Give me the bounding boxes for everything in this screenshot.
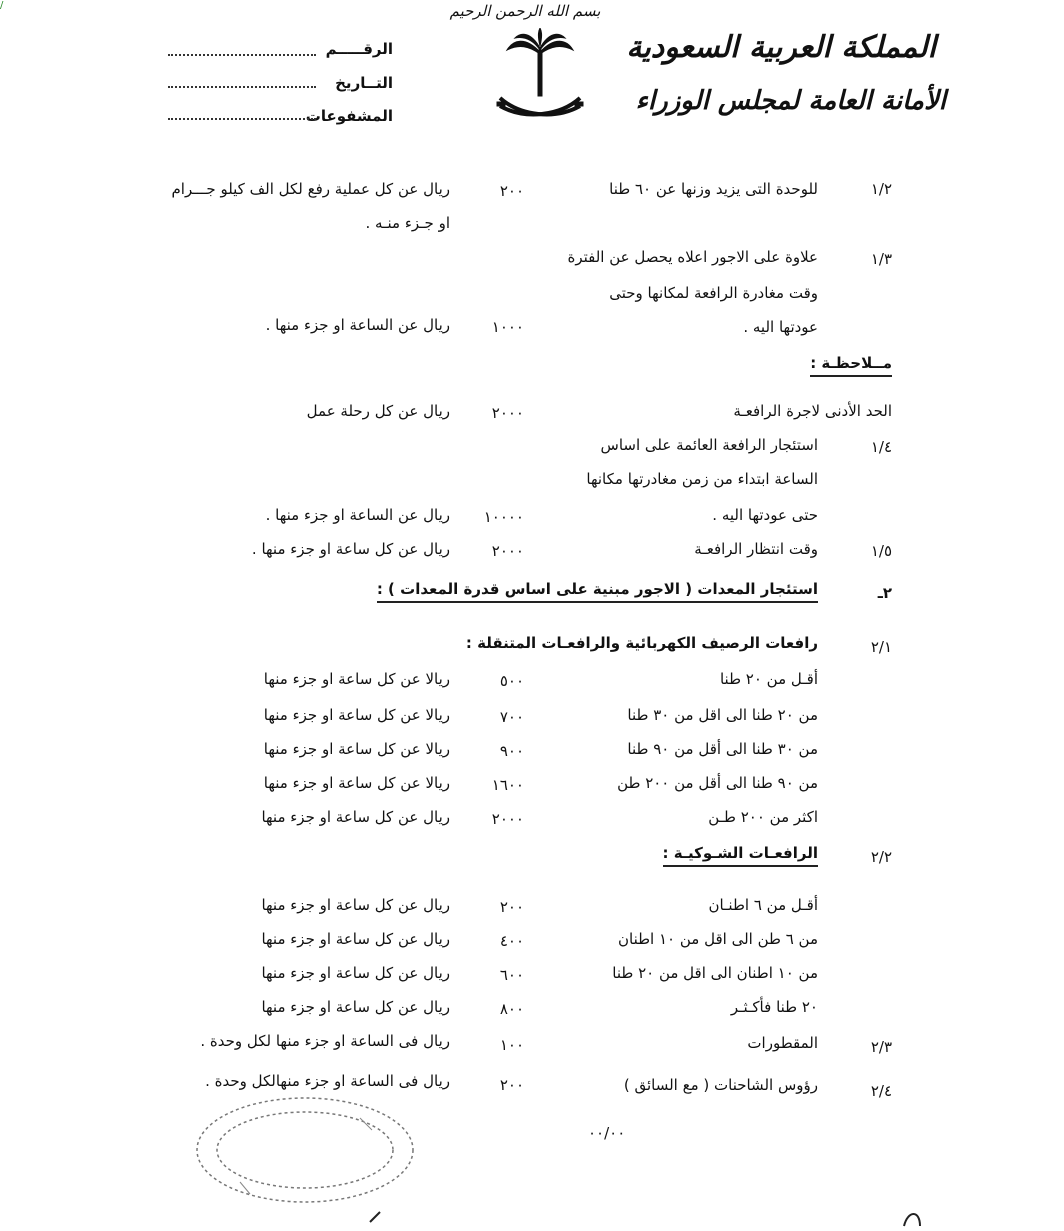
row-amount: ٢٠٠ xyxy=(499,1076,524,1094)
note-heading: مــلاحظـة : xyxy=(810,354,892,377)
row-number: ٢/٣ xyxy=(870,1038,892,1056)
row-rate: ريال عن كل ساعة او جزء منها . xyxy=(251,540,450,558)
row-rate: ريال عن الساعة او جزء منها . xyxy=(265,506,450,524)
row-desc: استئجار الرافعة العائمة على اساس xyxy=(600,436,818,454)
row-number: ١/٣ xyxy=(870,250,892,268)
row-rate: او جـزء منـه . xyxy=(365,214,450,232)
row-amount: ١٠٠٠ xyxy=(491,318,524,336)
row-amount: ٢٠٠٠ xyxy=(491,404,524,422)
meta-line-number xyxy=(168,54,316,56)
row-desc: أقـل من ٦ اطنـان xyxy=(708,896,818,914)
row-amount: ١٠٠ xyxy=(499,1036,524,1054)
kingdom-title: المملكة العربية السعودية xyxy=(626,30,936,65)
row-amount: ٢٠٠٠ xyxy=(491,542,524,560)
row-amount: ٧٠٠ xyxy=(499,708,524,726)
corner-mark: / xyxy=(0,0,4,11)
row-desc: من ١٠ اطنان الى اقل من ٢٠ طنا xyxy=(612,964,818,982)
row-desc: حتى عودتها اليه . xyxy=(712,506,818,524)
official-stamp-icon xyxy=(190,1090,420,1210)
meta-label-number: الرقـــــم xyxy=(325,40,393,58)
row-rate: ريال عن كل ساعة او جزء منها xyxy=(261,998,450,1016)
row-desc: من ٢٠ طنا الى اقل من ٣٠ طنا xyxy=(627,706,818,724)
row-rate: ريال فى الساعة او جزء منها لكل وحدة . xyxy=(200,1032,450,1050)
row-amount: ٢٠٠ xyxy=(499,182,524,200)
section-number: ٢ـ xyxy=(877,584,892,602)
row-desc: للوحدة التى يزيد وزنها عن ٦٠ طنا xyxy=(609,180,818,198)
row-rate: ريال فى الساعة او جزء منهالكل وحدة . xyxy=(205,1072,450,1090)
row-rate: ريال عن كل ساعة او جزء منها xyxy=(261,896,450,914)
row-desc: من ٩٠ طنا الى أقل من ٢٠٠ طن xyxy=(617,774,818,792)
row-desc: أقـل من ٢٠ طنا xyxy=(719,670,818,688)
row-number: ١/٤ xyxy=(870,438,892,456)
row-desc: علاوة على الاجور اعلاه يحصل عن الفترة xyxy=(567,248,818,266)
row-desc: المقطورات xyxy=(747,1034,818,1052)
row-number: ٢/٤ xyxy=(870,1082,892,1100)
row-desc: عودتها اليه . xyxy=(743,318,818,336)
row-desc: من ٦ طن الى اقل من ١٠ اطنان xyxy=(617,930,818,948)
secretariat-title: الأمانة العامة لمجلس الوزراء xyxy=(635,86,946,116)
row-amount: ٩٠٠ xyxy=(499,742,524,760)
row-number: ١/٥ xyxy=(870,542,892,560)
row-rate: ريال عن كل ساعة او جزء منها xyxy=(261,930,450,948)
row-number: ١/٢ xyxy=(870,180,892,198)
row-rate: ريال عن كل رحلة عمل xyxy=(306,402,450,420)
row-rate: ريالا عن كل ساعة او جزء منها xyxy=(263,670,450,688)
row-number: ٢/٢ xyxy=(870,848,892,866)
row-desc: وقت انتظار الرافعـة xyxy=(694,540,818,558)
row-desc: الساعة ابتداء من زمن مغادرتها مكانها xyxy=(586,470,818,488)
row-amount: ١٦٠٠ xyxy=(491,776,524,794)
row-rate: ريالا عن كل ساعة او جزء منها xyxy=(263,740,450,758)
row-rate: ريال عن الساعة او جزء منها . xyxy=(265,316,450,334)
corner-curl-icon xyxy=(900,1206,924,1230)
saudi-emblem-icon xyxy=(495,28,585,128)
row-amount: ٢٠٠٠ xyxy=(491,810,524,828)
meta-line-date xyxy=(168,86,316,88)
row-rate: ريال عن كل عملية رفع لكل الف كيلو جـــرام xyxy=(171,180,450,198)
ink-mark-icon xyxy=(368,1210,382,1224)
row-amount: ٦٠٠ xyxy=(499,966,524,984)
basmala: بسم الله الرحمن الرحيم xyxy=(449,2,601,20)
subsection-heading: الرافعـات الشـوكيـة : xyxy=(663,844,818,867)
row-amount: ٤٠٠ xyxy=(499,932,524,950)
row-amount: ٢٠٠ xyxy=(499,898,524,916)
row-rate: ريالا عن كل ساعة او جزء منها xyxy=(263,706,450,724)
row-desc: الحد الأدنى لاجرة الرافعـة xyxy=(733,402,892,420)
row-rate: ريال عن كل ساعة او جزء منها xyxy=(261,808,450,826)
row-amount: ١٠٠٠٠ xyxy=(483,508,524,526)
row-desc: من ٣٠ طنا الى أقل من ٩٠ طنا xyxy=(627,740,818,758)
row-desc: وقت مغادرة الرافعة لمكانها وحتى xyxy=(609,284,818,302)
meta-line-attachments xyxy=(168,118,316,120)
subsection-heading: رافعات الرصيف الكهربائية والرافعـات المتنقلة : xyxy=(465,634,818,652)
row-rate: ريالا عن كل ساعة او جزء منها xyxy=(263,774,450,792)
row-desc: اكثر من ٢٠٠ طـن xyxy=(708,808,818,826)
row-amount: ٨٠٠ xyxy=(499,1000,524,1018)
row-rate: ريال عن كل ساعة او جزء منها xyxy=(261,964,450,982)
row-desc: ٢٠ طنا فأكـثـر xyxy=(730,998,818,1016)
meta-label-attachments: المشفوعات xyxy=(305,107,393,125)
row-desc: رؤوس الشاحنات ( مع السائق ) xyxy=(623,1076,818,1094)
row-number: ٢/١ xyxy=(870,638,892,656)
section-heading: استئجار المعدات ( الاجور مبنية على اساس قدرة المعدات ) : xyxy=(377,580,818,603)
page-marker: ٠٠/٠٠ xyxy=(588,1124,626,1142)
row-amount: ٥٠٠ xyxy=(499,672,524,690)
meta-label-date: التــاريخ xyxy=(335,74,393,92)
